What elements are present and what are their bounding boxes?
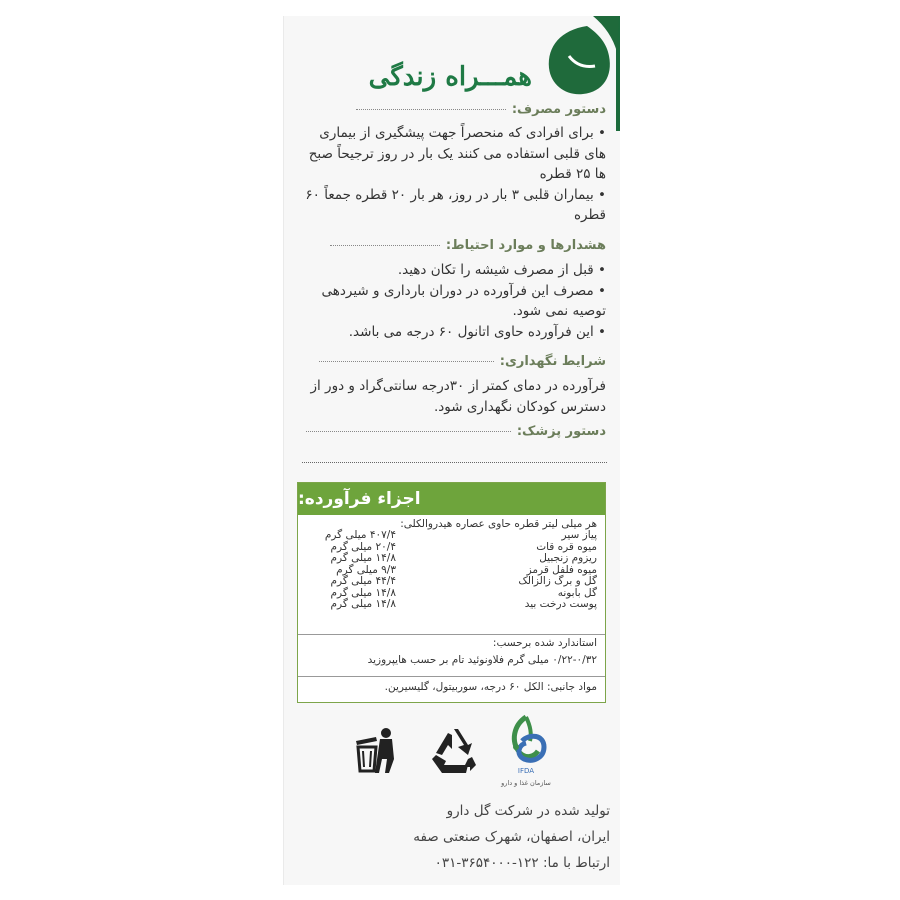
ingredient-amount: ۲۰/۴ میلی گرم [330, 540, 396, 553]
warnings-text [300, 260, 606, 342]
ingredients-title-bar [298, 483, 605, 515]
prescription-blank-line [302, 462, 607, 463]
ingredient-amount: ۹/۳ میلی گرم [336, 563, 396, 576]
standard-value: ۰/۲۲-۰/۳۲ میلی گرم فلاونوئید تام بر حسب هایپروزید [367, 654, 597, 666]
ingredient-name: میوه قره قات [536, 540, 597, 553]
manufacturer-name: تولید شده در شرکت گل دارو [446, 803, 610, 819]
warning-item: • مصرف این فرآورده در دوران بارداری و شیردهی توصیه نمی شود. [321, 282, 606, 319]
storage-heading [319, 354, 606, 369]
leaf-logo-icon [509, 16, 619, 106]
brand-slogan: همـــراه زندگی [368, 62, 532, 92]
recycle-icon [428, 725, 480, 775]
ingredient-name: گل و برگ زالزالک [518, 575, 597, 587]
ifda-logo-icon [500, 711, 552, 789]
ingredient-amount: ۱۴/۸ میلی گرم [330, 586, 396, 599]
label-panel [283, 16, 620, 885]
prescription-heading-text: دستور پزشک: [516, 424, 606, 439]
usage-item: • بیماران قلبی ۳ بار در روز، هر بار ۲۰ قطره جمعاً ۶۰ قطره [305, 186, 606, 223]
ifda-text: IFDA [517, 767, 535, 775]
manufacturer-contact: ارتباط با ما: ۱۲۲-۳۶۵۴۰۰۰-۰۳۱ [434, 855, 610, 871]
ingredient-row [298, 576, 605, 588]
ingredient-row [298, 530, 605, 542]
manufacturer-info [300, 798, 610, 876]
ingredient-name: میوه فلفل قرمز [526, 563, 597, 576]
ingredients-title: اجزاء فرآورده: [298, 489, 421, 509]
warnings-heading [330, 238, 606, 253]
storage-text [300, 376, 606, 417]
ingredient-amount: ۱۴/۸ میلی گرم [330, 598, 396, 610]
manufacturer-address: ایران، اصفهان، شهرک صنعتی صفه [413, 829, 610, 845]
ingredients-box [297, 482, 606, 703]
ingredients-intro: هر میلی لیتر قطره حاوی عصاره هیدروالکلی: [400, 518, 597, 530]
ingredient-row [298, 553, 605, 565]
ingredient-name: پوست درخت بید [524, 598, 597, 610]
ingredient-name: گل بابونه [557, 586, 597, 599]
trash-bin-icon [354, 725, 404, 775]
ingredient-amount: ۴۴/۴ میلی گرم [330, 575, 396, 587]
ingredients-table [298, 530, 605, 611]
divider [298, 634, 605, 635]
warning-item: • قبل از مصرف شیشه را تکان دهید. [397, 262, 606, 278]
usage-item: • برای افرادی که منحصراً جهت پیشگیری از بیماری های قلبی استفاده می کنند یک بار در روز ترجیحاً صبح ها ۲۵ قطره [308, 125, 606, 182]
ifda-caption: سازمان غذا و دارو [501, 779, 551, 787]
ingredient-name: ریزوم زنجبیل [539, 552, 597, 564]
ingredient-amount: ۱۴/۸ میلی گرم [330, 552, 396, 564]
storage-paragraph: فرآورده در دمای کمتر از ۳۰درجه سانتی‌گراد و دور از دسترس کودکان نگهداری شود. [310, 378, 606, 415]
warnings-heading-text: هشدارها و موارد احتیاط: [445, 238, 606, 253]
usage-heading-text: دستور مصرف: [511, 102, 606, 117]
usage-text [300, 123, 606, 226]
ingredient-amount: ۴۰۷/۴ میلی گرم [324, 529, 396, 541]
certification-icons [354, 711, 554, 791]
excipients: مواد جانبی: الکل ۶۰ درجه، سوربیتول، گلیسیرین. [384, 681, 597, 693]
ingredient-name: پیاز سیر [561, 529, 597, 541]
storage-heading-text: شرایط نگهداری: [499, 354, 606, 369]
prescription-heading [306, 424, 606, 439]
warning-item: • این فرآورده حاوی اتانول ۶۰ درجه می باشد. [348, 323, 606, 340]
ingredient-row [298, 599, 605, 611]
standard-heading: استاندارد شده برحسب: [492, 637, 597, 649]
divider [298, 676, 605, 677]
usage-heading [356, 102, 606, 117]
